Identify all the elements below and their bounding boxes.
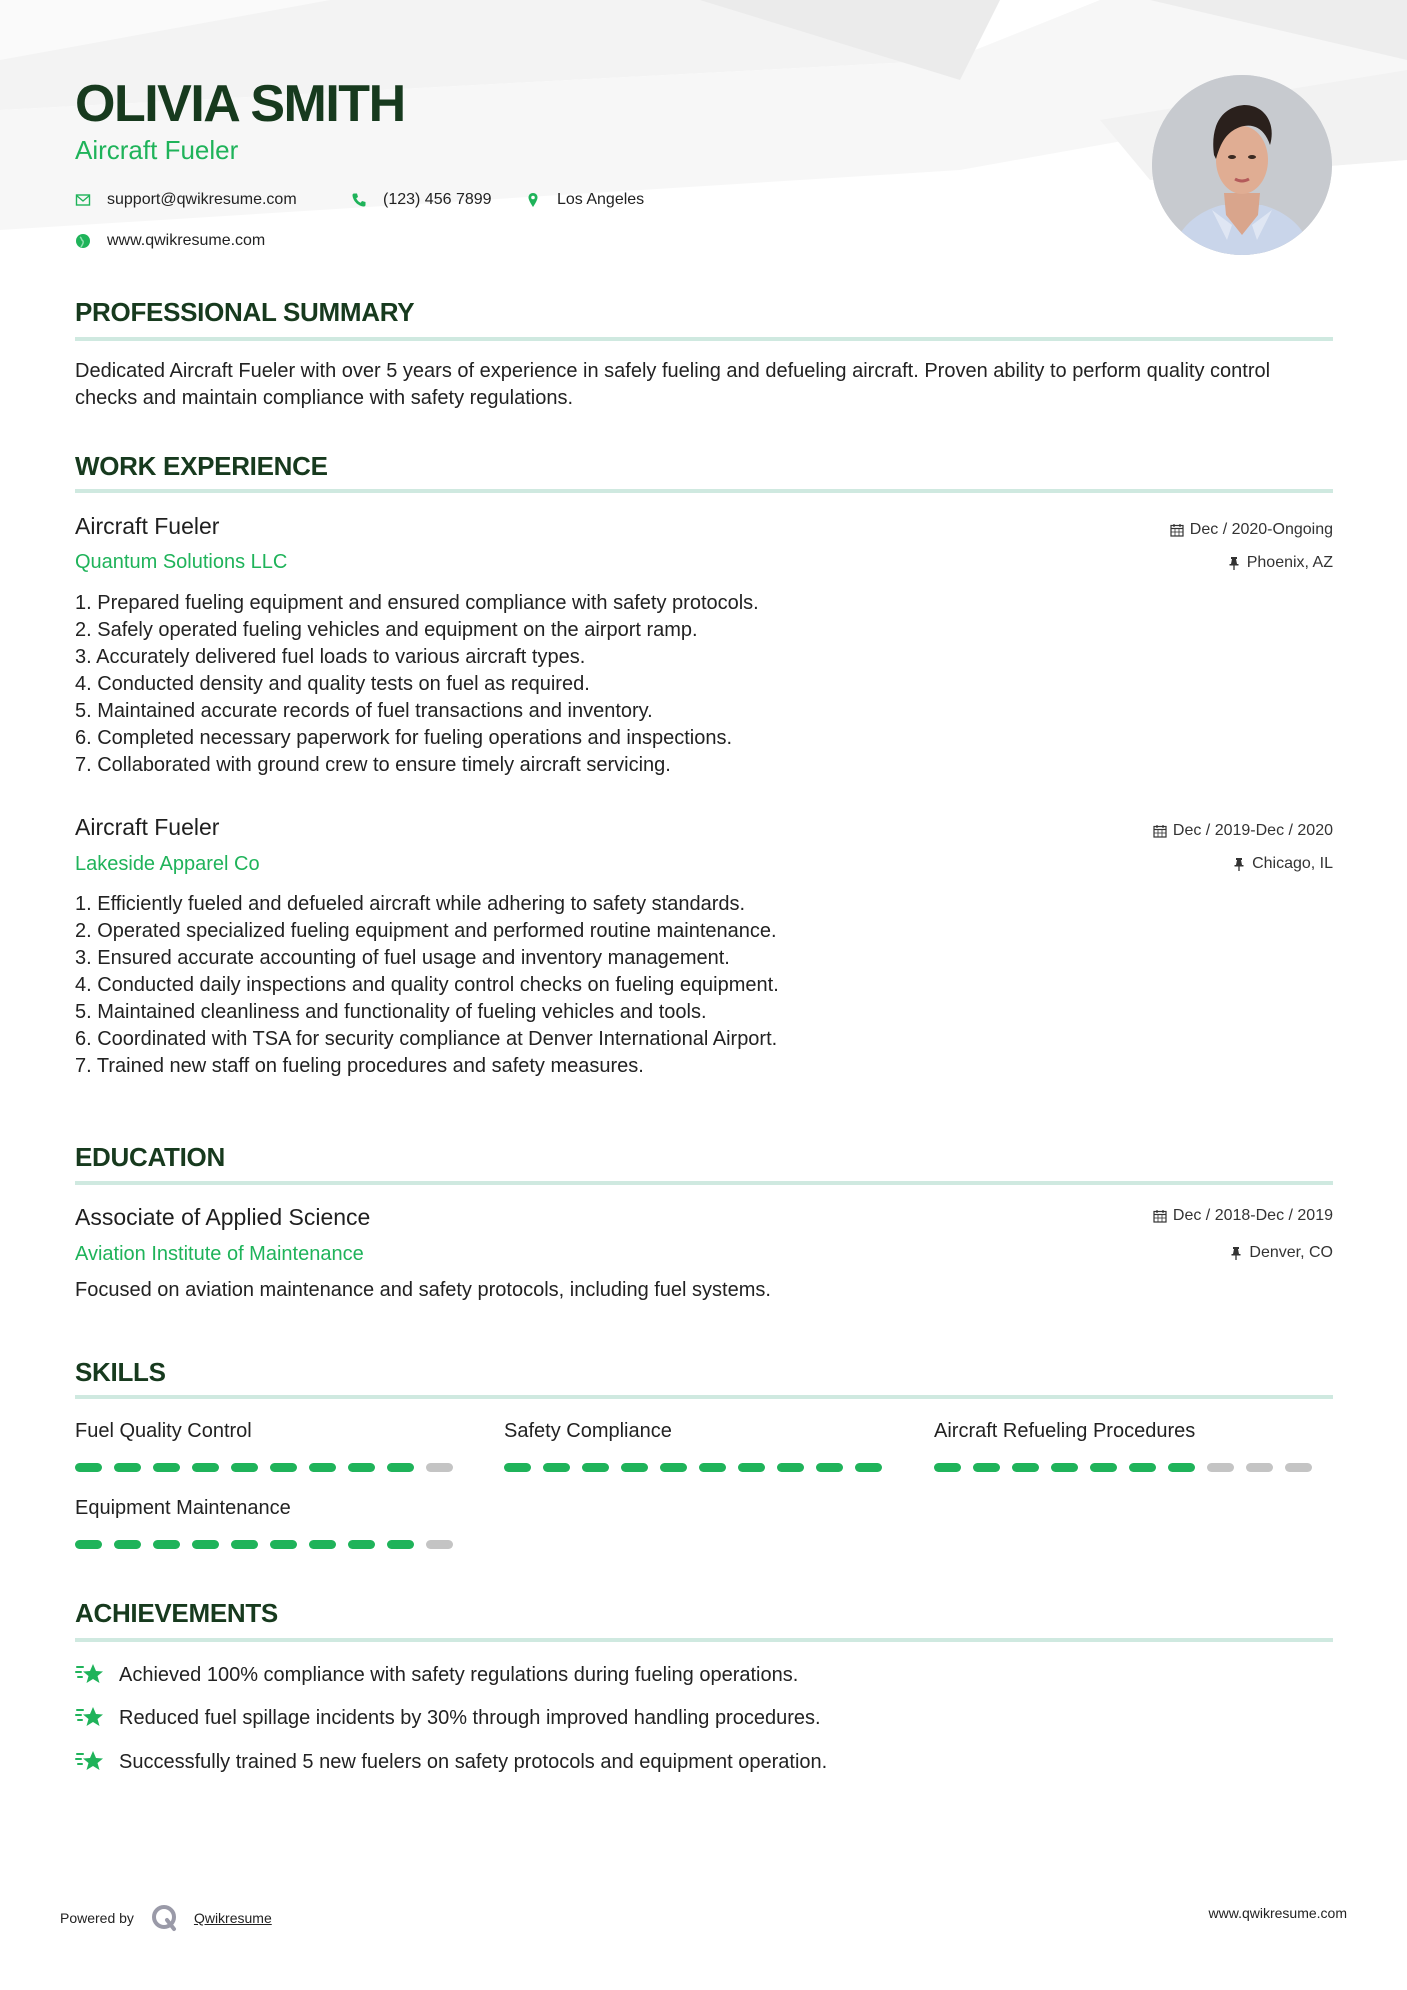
rating-pill-filled [543, 1463, 570, 1472]
bullet-item: 4. Conducted density and quality tests on fuel as required. [75, 673, 590, 695]
skill-name: Equipment Maintenance [75, 1497, 291, 1519]
pushpin-icon [1229, 1246, 1243, 1260]
bullet-item: 5. Maintained cleanliness and functionality of fueling vehicles and tools. [75, 1001, 707, 1023]
dates-text: Dec / 2020-Ongoing [1189, 521, 1333, 538]
qwikresume-logo-icon [150, 1903, 180, 1933]
candidate-role: Aircraft Fueler [75, 135, 239, 165]
skill-item [504, 1418, 894, 1472]
rating-pill-filled [75, 1540, 102, 1549]
education-dates [1153, 1206, 1333, 1226]
rating-pill-filled [192, 1540, 219, 1549]
dates-text: Dec / 2019-Dec / 2020 [1172, 822, 1333, 839]
rating-pill-filled [582, 1463, 609, 1472]
rating-pill-filled [1090, 1463, 1117, 1472]
rating-pill-filled [153, 1463, 180, 1472]
rating-pill-filled [387, 1540, 414, 1549]
star-icon [75, 1748, 105, 1776]
job-location [1232, 854, 1333, 874]
rating-pill-filled [153, 1540, 180, 1549]
skill-item [934, 1418, 1324, 1472]
bullet-item: 7. Trained new staff on fueling procedures and safety measures. [75, 1055, 644, 1077]
job-bullets [75, 590, 759, 779]
rating-pill-filled [1012, 1463, 1039, 1472]
skill-rating-bar [75, 1540, 465, 1549]
section-title-education: EDUCATION [75, 1142, 225, 1172]
rating-pill-filled [348, 1540, 375, 1549]
star-icon [75, 1661, 105, 1689]
location-text: Chicago, IL [1252, 855, 1333, 872]
candidate-name: OLIVIA SMITH [75, 75, 405, 133]
bullet-item: 2. Safely operated fueling vehicles and equipment on the airport ramp. [75, 619, 698, 641]
rating-pill-filled [270, 1463, 297, 1472]
section-title-summary: PROFESSIONAL SUMMARY [75, 297, 415, 327]
rating-pill-filled [114, 1463, 141, 1472]
job-dates [1153, 821, 1333, 841]
achievement-text: Successfully trained 5 new fuelers on safety protocols and equipment operation. [119, 1751, 828, 1773]
rating-pill-filled [816, 1463, 843, 1472]
skill-name: Fuel Quality Control [75, 1420, 252, 1442]
rating-pill-filled [387, 1463, 414, 1472]
section-title-experience: WORK EXPERIENCE [75, 451, 328, 481]
bullet-item: 6. Completed necessary paperwork for fueling operations and inspections. [75, 727, 733, 749]
map-pin-icon [525, 192, 541, 208]
section-divider [75, 1395, 1333, 1399]
section-divider [75, 489, 1333, 493]
email-text: support@qwikresume.com [107, 191, 297, 208]
job-location [1227, 553, 1333, 573]
location-text: Los Angeles [557, 191, 645, 208]
rating-pill-filled [973, 1463, 1000, 1472]
bullet-item: 1. Prepared fueling equipment and ensured compliance with safety protocols. [75, 592, 759, 614]
achievement-text: Achieved 100% compliance with safety regulations during fueling operations. [119, 1664, 799, 1686]
job-dates [1170, 520, 1333, 540]
person-photo-icon [1152, 75, 1332, 255]
rating-pill-filled [777, 1463, 804, 1472]
location-text: Denver, CO [1249, 1244, 1333, 1261]
skill-item [75, 1418, 465, 1472]
website-text: www.qwikresume.com [107, 232, 266, 249]
skill-name: Aircraft Refueling Procedures [934, 1420, 1196, 1442]
rating-pill-filled [309, 1540, 336, 1549]
rating-pill-filled [1168, 1463, 1195, 1472]
rating-pill-filled [504, 1463, 531, 1472]
degree-title: Associate of Applied Science [75, 1204, 371, 1230]
bullet-item: 2. Operated specialized fueling equipment and performed routine maintenance. [75, 920, 777, 942]
job-title: Aircraft Fueler [75, 814, 220, 840]
skill-rating-bar [934, 1463, 1324, 1472]
calendar-icon [1153, 824, 1167, 838]
bullet-item: 6. Coordinated with TSA for security compliance at Denver International Airport. [75, 1028, 778, 1050]
rating-pill-filled [75, 1463, 102, 1472]
phone-text: (123) 456 7899 [383, 191, 492, 208]
section-title-skills: SKILLS [75, 1357, 166, 1387]
job-title: Aircraft Fueler [75, 513, 220, 539]
location-text: Phoenix, AZ [1246, 554, 1333, 571]
school-name: Aviation Institute of Maintenance [75, 1243, 364, 1265]
achievement-item [75, 1704, 821, 1732]
skill-rating-bar [504, 1463, 894, 1472]
job-bullets [75, 891, 779, 1080]
section-divider [75, 1638, 1333, 1642]
footer-website[interactable]: www.qwikresume.com [1208, 1905, 1347, 1921]
achievement-item [75, 1748, 827, 1776]
bullet-item: 5. Maintained accurate records of fuel transactions and inventory. [75, 700, 653, 722]
skill-rating-bar [75, 1463, 465, 1472]
pushpin-icon [1232, 857, 1246, 871]
rating-pill-filled [934, 1463, 961, 1472]
rating-pill-filled [114, 1540, 141, 1549]
profile-photo [1152, 75, 1332, 255]
company-name: Quantum Solutions LLC [75, 551, 288, 573]
bullet-item: 1. Efficiently fueled and defueled aircraft while adhering to safety standards. [75, 893, 746, 915]
section-title-achievements: ACHIEVEMENTS [75, 1598, 278, 1628]
bullet-item: 3. Ensured accurate accounting of fuel usage and inventory management. [75, 947, 730, 969]
contact-location [525, 190, 644, 210]
rating-pill-filled [231, 1540, 258, 1549]
powered-by-label: Powered by [60, 1910, 134, 1926]
rating-pill-empty [1207, 1463, 1234, 1472]
dates-text: Dec / 2018-Dec / 2019 [1172, 1207, 1333, 1224]
skill-name: Safety Compliance [504, 1420, 672, 1442]
phone-icon [351, 192, 367, 208]
education-location [1229, 1243, 1333, 1263]
contact-website[interactable] [75, 231, 265, 251]
envelope-icon [75, 192, 91, 208]
section-divider [75, 337, 1333, 341]
achievement-item [75, 1661, 798, 1689]
rating-pill-filled [309, 1463, 336, 1472]
rating-pill-filled [231, 1463, 258, 1472]
section-divider [75, 1181, 1333, 1185]
rating-pill-filled [1129, 1463, 1156, 1472]
rating-pill-filled [738, 1463, 765, 1472]
calendar-icon [1170, 523, 1184, 537]
qwikresume-link[interactable]: Qwikresume [193, 1910, 272, 1926]
pushpin-icon [1227, 556, 1241, 570]
rating-pill-filled [192, 1463, 219, 1472]
rating-pill-filled [699, 1463, 726, 1472]
rating-pill-filled [270, 1540, 297, 1549]
calendar-icon [1153, 1209, 1167, 1223]
footer-powered-by [60, 1903, 272, 1933]
bullet-item: 4. Conducted daily inspections and quality control checks on fueling equipment. [75, 974, 779, 996]
achievement-text: Reduced fuel spillage incidents by 30% through improved handling procedures. [119, 1707, 821, 1729]
rating-pill-filled [348, 1463, 375, 1472]
bullet-item: 7. Collaborated with ground crew to ensure timely aircraft servicing. [75, 754, 671, 776]
rating-pill-filled [621, 1463, 648, 1472]
summary-text: Dedicated Aircraft Fueler with over 5 years of experience in safely fueling and defueling aircraft. Proven ability to perform quality control checks and maintain compliance with safety regulations. [75, 360, 1271, 409]
company-name: Lakeside Apparel Co [75, 853, 260, 875]
rating-pill-filled [660, 1463, 687, 1472]
star-icon [75, 1704, 105, 1732]
skill-item [75, 1495, 465, 1549]
rating-pill-filled [1051, 1463, 1078, 1472]
rating-pill-filled [855, 1463, 882, 1472]
contact-phone[interactable] [351, 190, 492, 210]
rating-pill-empty [426, 1540, 453, 1549]
rating-pill-empty [1246, 1463, 1273, 1472]
education-description: Focused on aviation maintenance and safety protocols, including fuel systems. [75, 1279, 771, 1301]
globe-icon [75, 233, 91, 249]
rating-pill-empty [1285, 1463, 1312, 1472]
rating-pill-empty [426, 1463, 453, 1472]
contact-email[interactable] [75, 190, 297, 210]
bullet-item: 3. Accurately delivered fuel loads to various aircraft types. [75, 646, 586, 668]
